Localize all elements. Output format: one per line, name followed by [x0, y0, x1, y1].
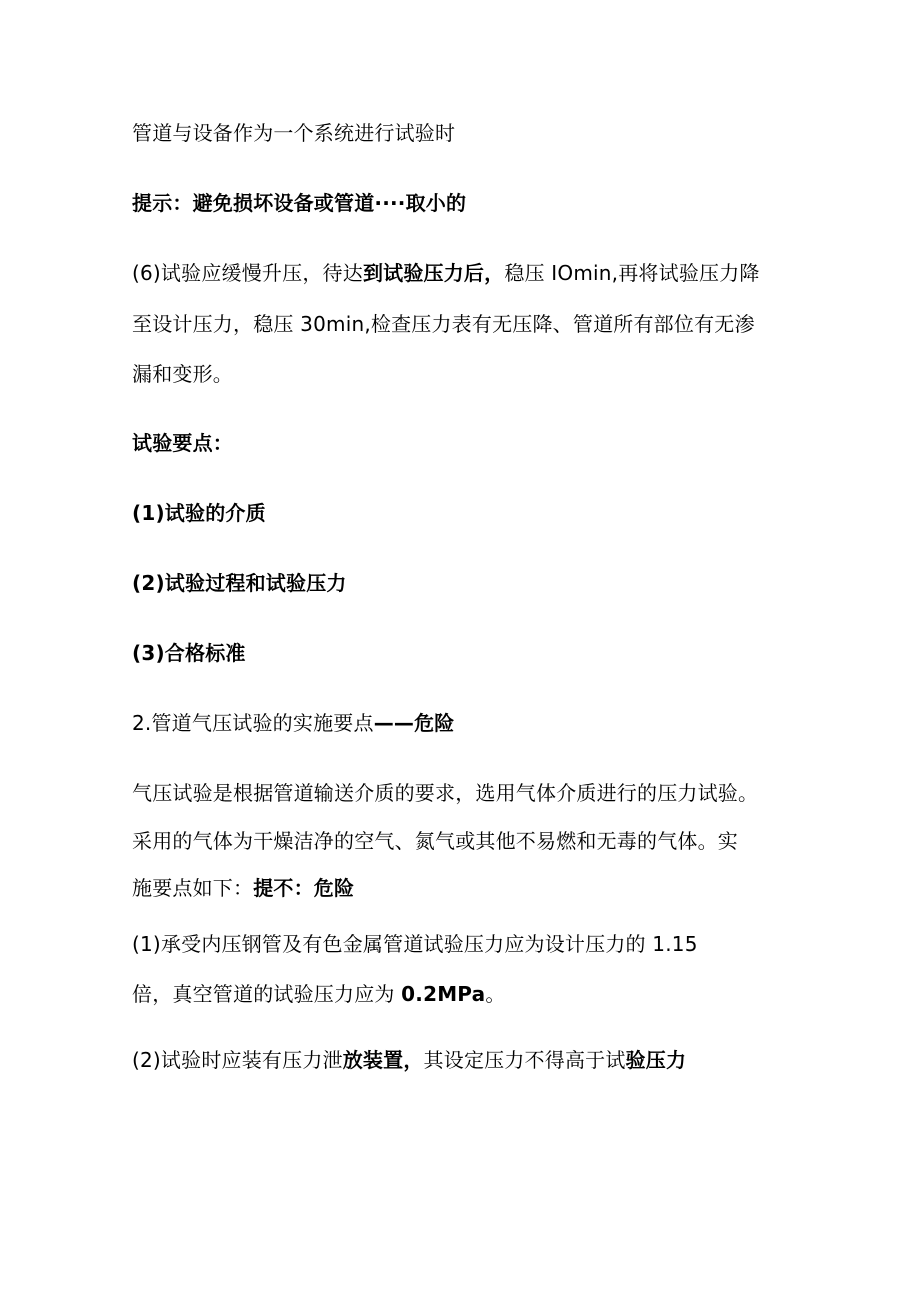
- key-point-2: [132, 569, 347, 597]
- gas-test-para-line-3: [132, 874, 354, 902]
- gas-item-1-text-b: 倍，真空管道的试验压力应为: [132, 982, 402, 1006]
- item-6-line-3: [132, 360, 233, 388]
- gas-test-text-a: 气压试验是根据管道输送介质的要求，选用气体介质进行的压力试验。: [132, 781, 759, 805]
- gas-item-2-text-a: (2)试验时应装有压力泄: [132, 1048, 343, 1072]
- hint-text: 提示：避免损坏设备或管道····取小的: [132, 191, 467, 215]
- section-2-heading-text: 2.管道气压试验的实施要点: [132, 711, 374, 735]
- gas-test-danger: 提不：危险: [253, 876, 355, 900]
- section-2-heading-danger: ——危险: [373, 711, 455, 735]
- item-6-text-d: 至设计压力，稳压 30min,检查压力表有无压降、管道所有部位有无渗: [132, 312, 755, 336]
- key-point-2-text: (2)试验过程和试验压力: [132, 571, 347, 595]
- key-points-heading-text: 试验要点：: [132, 431, 233, 455]
- line-1-text: 管道与设备作为一个系统进行试验时: [132, 121, 456, 145]
- gas-test-text-b: 采用的气体为干燥洁净的空气、氮气或其他不易燃和无毒的气体。实: [132, 829, 738, 853]
- gas-test-para-line-2: [132, 827, 738, 855]
- key-points-heading: [132, 429, 233, 457]
- gas-item-1-value: 0.2MPa: [401, 982, 486, 1006]
- gas-item-1-text-a: (1)承受内压钢管及有色金属管道试验压力应为设计压力的 1.15: [132, 932, 698, 956]
- gas-test-para-line-1: [132, 779, 758, 807]
- gas-item-2-line: [132, 1046, 686, 1074]
- item-6-text-e: 漏和变形。: [132, 362, 233, 386]
- hint-line: [132, 189, 466, 217]
- gas-item-1-line-2: [132, 980, 506, 1008]
- item-6-text-a: (6)试验应缓慢升压，待达: [132, 261, 363, 285]
- item-6-line-1: [132, 259, 760, 287]
- gas-item-2-text-b: 放装置，: [342, 1048, 424, 1072]
- gas-item-1-period: 。: [485, 982, 506, 1006]
- text-line-1: [132, 119, 455, 147]
- item-6-text-b: 到试验压力后，: [362, 261, 505, 285]
- item-6-text-c: 稳压 IOmin,再将试验压力降: [504, 261, 760, 285]
- gas-test-text-c: 施要点如下：: [132, 876, 254, 900]
- key-point-3: [132, 639, 246, 667]
- section-2-heading: [132, 709, 455, 737]
- gas-item-2-text-c: 其设定压力不得高于试: [423, 1048, 626, 1072]
- gas-item-1-line-1: [132, 930, 698, 958]
- key-point-1: [132, 499, 266, 527]
- item-6-line-2: [132, 310, 755, 338]
- gas-item-2-text-d: 验压力: [625, 1048, 687, 1072]
- key-point-3-text: (3)合格标准: [132, 641, 246, 665]
- key-point-1-text: (1)试验的介质: [132, 501, 266, 525]
